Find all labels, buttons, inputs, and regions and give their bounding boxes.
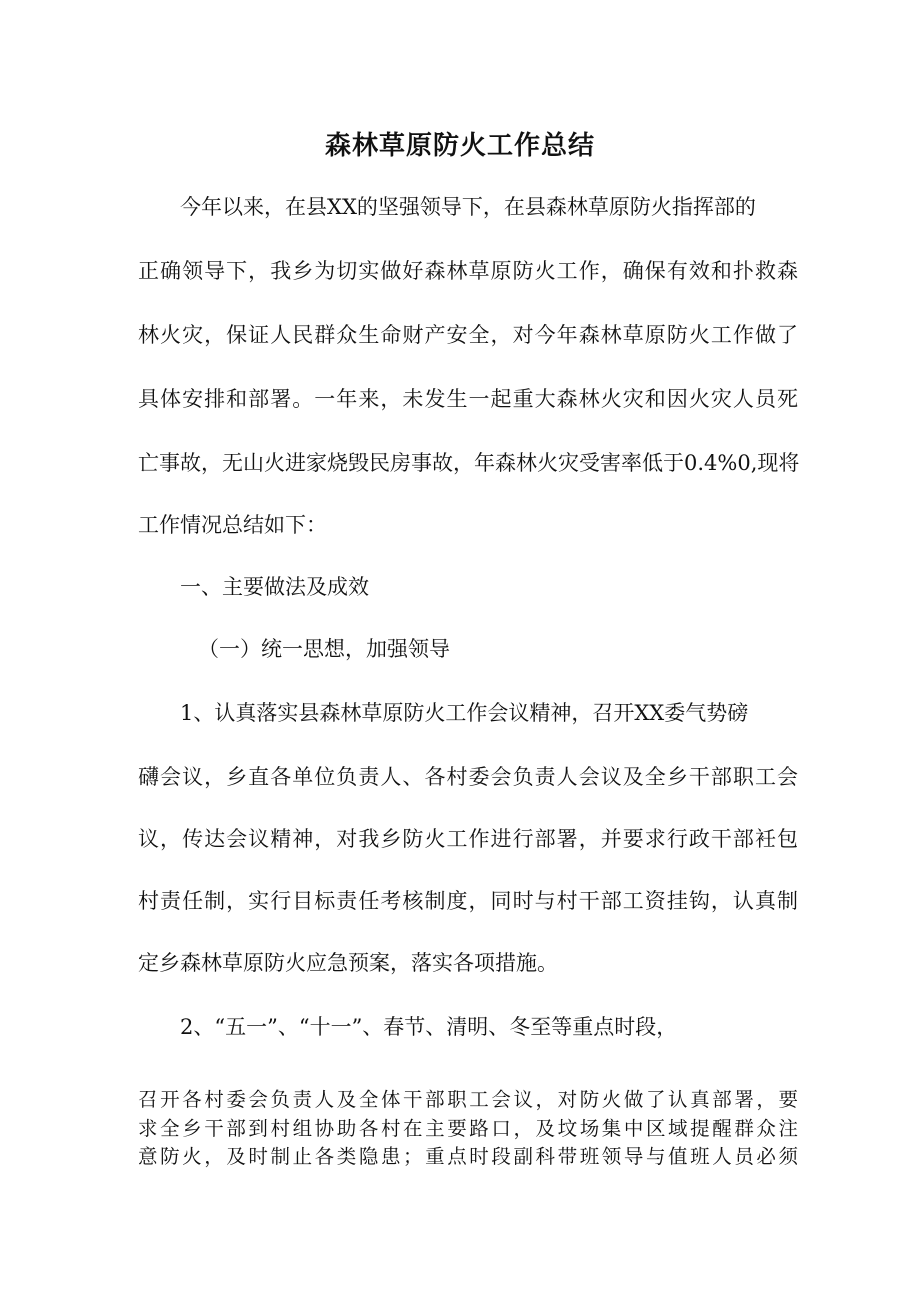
paragraph-line: 亡事故，无山火进家烧毁民房事故，年森林火灾受害率低于0.4%0,现将 <box>138 451 800 475</box>
paragraph-line: 工作情况总结如下： <box>138 513 327 537</box>
document-title: 森林草原防火工作总结 <box>324 131 595 161</box>
section-heading: 一、主要做法及成效 <box>180 575 369 599</box>
paragraph-line: 村责任制，实行目标责任考核制度，同时与村干部工资挂钩，认真制 <box>138 889 798 913</box>
subsection-heading: （一）统一思想，加强领导 <box>198 637 450 661</box>
paragraph-line: 2、“五一”、“十一”、春节、清明、冬至等重点时段， <box>180 1015 678 1039</box>
paragraph-line: 具体安排和部署。一年来，未发生一起重大森林火灾和因火灾人员死 <box>138 387 798 411</box>
paragraph-line: 1、认真落实县森林草原防火工作会议精神，召开XX委气势磅 <box>180 701 749 725</box>
paragraph-line: 意防火，及时制止各类隐患；重点时段副科带班领导与值班人员必须 <box>138 1145 798 1168</box>
paragraph-line: 议，传达会议精神，对我乡防火工作进行部署，并要求行政干部衽包 <box>138 827 798 851</box>
paragraph-line: 正确领导下，我乡为切实做好森林草原防火工作，确保有效和扑救森 <box>138 259 798 283</box>
paragraph-line: 召开各村委会负责人及全体干部职工会议，对防火做了认真部署，要 <box>138 1088 798 1111</box>
paragraph-line: 求全乡干部到村组协助各村在主要路口，及坟场集中区域提醒群众注 <box>138 1117 798 1140</box>
paragraph-line: 今年以来，在县XX的坚强领导下，在县森林草原防火指挥部的 <box>180 195 756 219</box>
paragraph-line: 定乡森林草原防火应急预案，落实各项措施。 <box>138 951 558 975</box>
paragraph-line: 礴会议，乡直各单位负责人、各村委会负责人会议及全乡干部职工会 <box>138 765 798 789</box>
paragraph-line: 林火灾，保证人民群众生命财产安全，对今年森林草原防火工作做了 <box>138 323 798 347</box>
